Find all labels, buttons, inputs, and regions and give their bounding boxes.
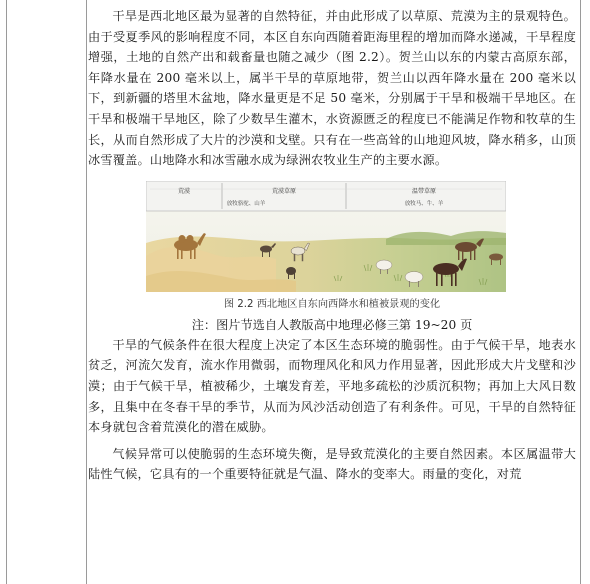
table-border-left [6,0,7,584]
zone-label-desert: 荒漠 [177,187,191,195]
landscape-figure [146,181,506,292]
zone-label-desert-steppe: 荒漠草原 [271,187,297,195]
table-border-right [580,0,581,584]
zone-label-temperate-steppe: 温带草原 [411,187,437,195]
text-cell [88,6,576,485]
table-column-divider [86,0,87,584]
landscape-illustration [146,181,506,292]
figure-caption: 图 2.2 西北地区自东向西降水和植被景观的变化 [223,298,441,310]
paragraph-drought-intro: 干旱是西北地区最为显著的自然特征，并由此形成了以草原、荒漠为主的景观特色。由于受夏季风的影响程度不同，本区自东向西随着距海里程的增加而降水递减，干旱程度增强，土地的自然产出和载畜量也随之减少（图 2.2）。贺兰山以东的内蒙古高原东部，年降水量在 200 毫米以上，属半干旱的草原地带，贺兰山以西年降水量在 200 毫米以下，到新疆的塔里木盆地，降水量更是不足 50 毫米，分别属于干旱和极端干旱地区。在干旱和极端干旱地区，除了少数旱生灌木，水资源匮乏的程度已不能满足作物和牧草的生长，从而自然形成了大片的沙漠和戈壁。只有在一些高耸的山地迎风坡，降水稍多，山顶冰雪覆盖。山地降水和冰雪融水成为绿洲农牧业生产的主要水源。 [88,9,576,168]
zone-header-band [146,181,506,211]
paragraph-climate-anomaly: 气候异常可以使脆弱的生态环境失衡，是导致荒漠化的主要自然因素。本区属温带大陆性气候，它具有的一个重要特征就是气温、降水的变率大。雨量的变化，对荒 [88,446,576,482]
paragraph-fragility: 干旱的气候条件在很大程度上决定了本区生态环境的脆弱性。由于气候干旱，地表水贫乏，河流欠发育，流水作用微弱，而物理风化和风力作用显著，因此形成大片戈壁和沙漠；由于气候干旱，植被稀少，土壤发育差，平地多疏松的沙质沉积物；再加上大风日数多，且集中在冬春干旱的季节，从而为风沙活动创造了有利条件。可见，干旱的自然特征本身就包含着荒漠化的潜在威胁。 [88,337,576,435]
zone-animals-desert: 放牧骆驼、山羊 [226,200,266,207]
figure-source-note: 注：图片节选自人教版高中地理必修三第 19~20 页 [191,317,473,332]
zone-animals-steppe: 放牧马、牛、羊 [404,200,444,207]
